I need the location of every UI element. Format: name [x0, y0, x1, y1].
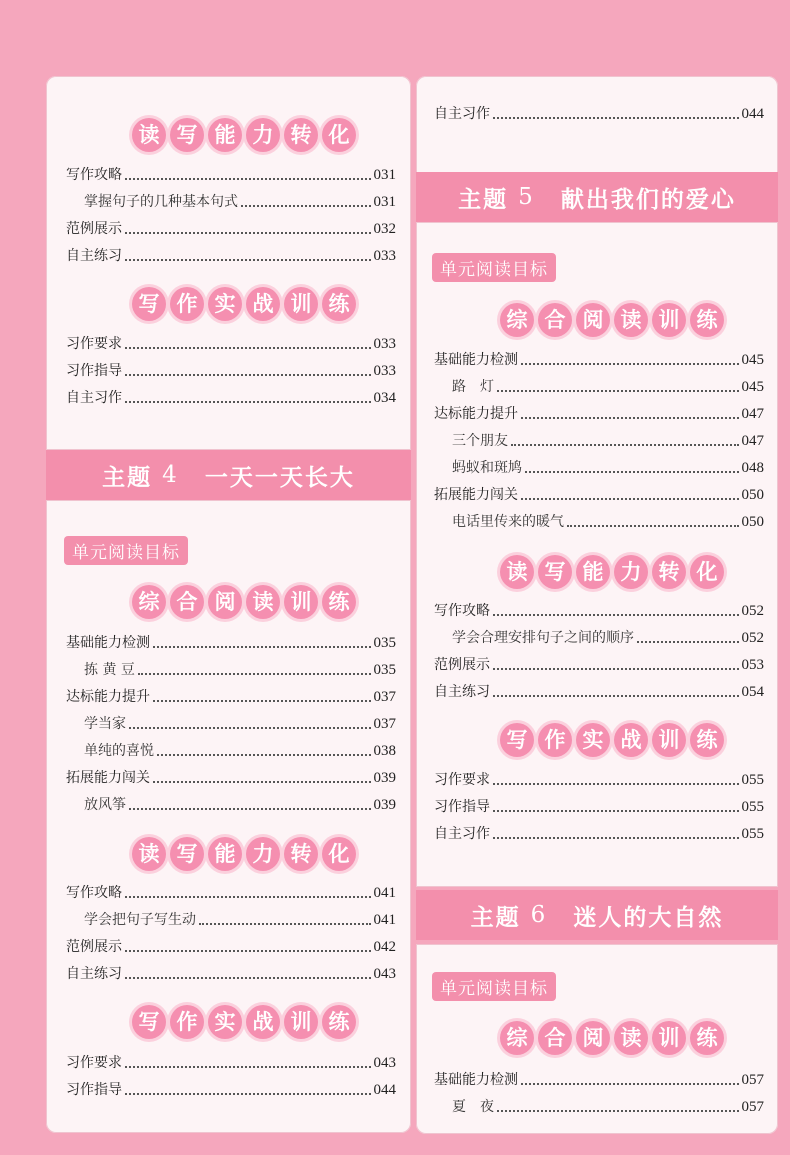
section-char: 实: [208, 1005, 242, 1039]
entry-title: 写作攻略: [66, 885, 122, 901]
section-char: 练: [690, 723, 724, 757]
page-number: 031: [373, 167, 396, 183]
section-char: 练: [690, 1021, 724, 1055]
toc-entry[interactable]: [434, 1069, 764, 1091]
theme-number: 6: [530, 902, 548, 928]
page-number: 044: [373, 1082, 396, 1098]
page-number: 035: [373, 662, 396, 678]
section-char: 作: [538, 723, 572, 757]
page-number: 033: [373, 336, 396, 352]
page-number: 041: [373, 885, 396, 901]
entry-title: 习作指导: [66, 1082, 122, 1098]
page-number: 052: [741, 603, 764, 619]
leader-dots: [521, 417, 739, 419]
toc-entry[interactable]: [434, 600, 764, 622]
entry-title: 单纯的喜悦: [84, 743, 154, 759]
section-char: 实: [208, 287, 242, 321]
page-number: 045: [741, 352, 764, 368]
toc-entry[interactable]: [84, 794, 396, 816]
page-number: 041: [373, 912, 396, 928]
section-char: 战: [246, 287, 280, 321]
leader-dots: [129, 808, 371, 810]
section-char: 力: [614, 555, 648, 589]
section-char: 综: [132, 585, 166, 619]
toc-entry[interactable]: [452, 430, 764, 452]
entry-title: 习作指导: [66, 363, 122, 379]
section-char: 训: [652, 723, 686, 757]
page-number: 052: [741, 630, 764, 646]
page-number: 057: [741, 1072, 764, 1088]
toc-entry[interactable]: [66, 1079, 396, 1101]
entry-title: 蚂蚁和斑鸠: [452, 460, 522, 476]
toc-entry[interactable]: [434, 796, 764, 818]
page-number: 037: [373, 689, 396, 705]
leader-dots: [493, 614, 739, 616]
theme-label: 主题: [458, 186, 509, 213]
theme-4-banner: [46, 450, 411, 500]
section-char: 读: [614, 1021, 648, 1055]
leader-dots: [125, 374, 371, 376]
section-char: 写: [500, 723, 534, 757]
entry-title: 路 灯: [452, 379, 494, 395]
toc-entry[interactable]: [434, 103, 764, 125]
entry-title: 范例展示: [434, 657, 490, 673]
page-number: 039: [373, 797, 396, 813]
page-number: 047: [741, 406, 764, 422]
section-char: 读: [132, 118, 166, 152]
leader-dots: [125, 178, 371, 180]
leader-dots: [493, 668, 739, 670]
section-char: 合: [538, 1021, 572, 1055]
section-char: 合: [170, 585, 204, 619]
toc-entry[interactable]: [452, 627, 764, 649]
leader-dots: [521, 1083, 739, 1085]
section-char: 合: [538, 303, 572, 337]
section-char: 阅: [576, 1021, 610, 1055]
entry-title: 范例展示: [66, 939, 122, 955]
section-char: 阅: [208, 585, 242, 619]
entry-title: 写作攻略: [434, 603, 490, 619]
toc-entry[interactable]: [66, 632, 396, 654]
section-char: 化: [322, 118, 356, 152]
entry-title: 习作要求: [434, 772, 490, 788]
toc-entry[interactable]: [452, 457, 764, 479]
entry-title: 范例展示: [66, 221, 122, 237]
leader-dots: [511, 444, 739, 446]
section-char: 化: [690, 555, 724, 589]
page-number: 050: [741, 514, 764, 530]
section-char: 练: [690, 303, 724, 337]
section-heading-reading-training: [132, 584, 356, 620]
section-heading-writing-practice: [132, 286, 356, 322]
theme-label: 主题: [102, 464, 153, 491]
entry-title: 基础能力检测: [66, 635, 150, 651]
page-number: 038: [373, 743, 396, 759]
page-number: 048: [741, 460, 764, 476]
section-char: 训: [284, 287, 318, 321]
toc-entry[interactable]: [66, 963, 396, 985]
toc-entry[interactable]: [452, 511, 764, 533]
toc-entry[interactable]: [434, 403, 764, 425]
section-char: 读: [246, 585, 280, 619]
section-char: 综: [500, 303, 534, 337]
toc-entry[interactable]: [434, 654, 764, 676]
leader-dots: [525, 471, 739, 473]
page-number: 055: [741, 772, 764, 788]
toc-entry[interactable]: [434, 349, 764, 371]
section-char: 读: [500, 555, 534, 589]
page-number: 043: [373, 1055, 396, 1071]
entry-title: 学会合理安排句子之间的顺序: [452, 630, 634, 646]
entry-title: 放风筝: [84, 797, 126, 813]
section-char: 转: [652, 555, 686, 589]
leader-dots: [521, 363, 739, 365]
page-number: 050: [741, 487, 764, 503]
section-heading-reading-writing: [132, 117, 356, 153]
page-number: 031: [373, 194, 396, 210]
toc-entry[interactable]: [66, 936, 396, 958]
page-number: 042: [373, 939, 396, 955]
leader-dots: [153, 700, 371, 702]
leader-dots: [129, 727, 371, 729]
entry-title: 基础能力检测: [434, 1072, 518, 1088]
toc-entry[interactable]: [452, 376, 764, 398]
toc-entry[interactable]: [434, 769, 764, 791]
toc-entry[interactable]: [84, 659, 396, 681]
section-char: 写: [170, 837, 204, 871]
toc-entry[interactable]: [434, 823, 764, 845]
theme-5-banner: [416, 172, 778, 222]
leader-dots: [153, 646, 371, 648]
leader-dots: [199, 923, 371, 925]
section-char: 转: [284, 118, 318, 152]
unit-goal-tag: 单元阅读目标: [432, 972, 556, 1001]
toc-entry[interactable]: [66, 387, 396, 409]
unit-goal-tag: 单元阅读目标: [432, 253, 556, 282]
leader-dots: [125, 232, 371, 234]
leader-dots: [493, 117, 739, 119]
section-char: 能: [576, 555, 610, 589]
page-number: 043: [373, 966, 396, 982]
section-char: 综: [500, 1021, 534, 1055]
page-number: 047: [741, 433, 764, 449]
toc-entry[interactable]: [66, 218, 396, 240]
toc-entry[interactable]: [66, 164, 396, 186]
leader-dots: [125, 1066, 371, 1068]
entry-title: 自主练习: [66, 966, 122, 982]
section-char: 战: [246, 1005, 280, 1039]
toc-entry[interactable]: [66, 333, 396, 355]
entry-title: 夏 夜: [452, 1099, 494, 1115]
page-number: 032: [373, 221, 396, 237]
leader-dots: [497, 390, 739, 392]
leader-dots: [493, 783, 739, 785]
entry-title: 电话里传来的暖气: [452, 514, 564, 530]
leader-dots: [497, 1110, 739, 1112]
section-char: 转: [284, 837, 318, 871]
leader-dots: [125, 401, 371, 403]
toc-entry[interactable]: [66, 360, 396, 382]
section-char: 阅: [576, 303, 610, 337]
section-heading-reading-training: [500, 302, 724, 338]
toc-entry[interactable]: [66, 1052, 396, 1074]
entry-title: 拓展能力闯关: [66, 770, 150, 786]
entry-title: 自主练习: [434, 684, 490, 700]
section-char: 练: [322, 287, 356, 321]
page-number: 057: [741, 1099, 764, 1115]
entry-title: 学当家: [84, 716, 126, 732]
toc-entry[interactable]: [434, 484, 764, 506]
toc-entry[interactable]: [434, 681, 764, 703]
theme-number: 4: [162, 462, 179, 488]
section-heading-reading-training: [500, 1020, 724, 1056]
section-char: 练: [322, 585, 356, 619]
leader-dots: [241, 205, 371, 207]
section-char: 练: [322, 1005, 356, 1039]
page-number: 039: [373, 770, 396, 786]
page-number: 055: [741, 826, 764, 842]
section-char: 实: [576, 723, 610, 757]
toc-entry[interactable]: [452, 1096, 764, 1118]
toc-entry[interactable]: [66, 245, 396, 267]
leader-dots: [157, 754, 371, 756]
theme-title: 一天一天长大: [204, 464, 355, 491]
entry-title: 达标能力提升: [66, 689, 150, 705]
leader-dots: [637, 641, 739, 643]
section-char: 训: [652, 303, 686, 337]
section-char: 训: [284, 585, 318, 619]
page-number: 044: [741, 106, 764, 122]
entry-title: 自主习作: [434, 106, 490, 122]
section-char: 战: [614, 723, 648, 757]
section-char: 写: [132, 287, 166, 321]
section-heading-writing-practice: [132, 1004, 356, 1040]
entry-title: 学会把句子写生动: [84, 912, 196, 928]
toc-entry[interactable]: [66, 686, 396, 708]
entry-title: 自主练习: [66, 248, 122, 264]
leader-dots: [125, 896, 371, 898]
section-heading-reading-writing: [132, 836, 356, 872]
unit-goal-tag: 单元阅读目标: [64, 536, 188, 565]
entry-title: 自主习作: [66, 390, 122, 406]
theme-label: 主题: [470, 904, 521, 931]
theme-number: 5: [518, 184, 535, 210]
entry-title: 三个朋友: [452, 433, 508, 449]
leader-dots: [125, 977, 371, 979]
page-number: 054: [741, 684, 764, 700]
toc-entry[interactable]: [84, 909, 396, 931]
theme-6-banner: [416, 890, 778, 940]
right-column-top: [416, 76, 778, 182]
toc-entry[interactable]: [66, 767, 396, 789]
toc-entry[interactable]: [66, 882, 396, 904]
entry-title: 习作要求: [66, 1055, 122, 1071]
section-char: 作: [170, 1005, 204, 1039]
theme-title: 献出我们的爱心: [560, 186, 736, 213]
toc-entry[interactable]: [84, 740, 396, 762]
entry-title: 写作攻略: [66, 167, 122, 183]
leader-dots: [125, 1093, 371, 1095]
section-char: 训: [284, 1005, 318, 1039]
page-number: 053: [741, 657, 764, 673]
page-number: 055: [741, 799, 764, 815]
leader-dots: [125, 259, 371, 261]
section-char: 写: [132, 1005, 166, 1039]
section-char: 读: [614, 303, 648, 337]
entry-title: 掌握句子的几种基本句式: [84, 194, 238, 210]
leader-dots: [125, 347, 371, 349]
leader-dots: [493, 695, 739, 697]
section-char: 能: [208, 837, 242, 871]
entry-title: 拓展能力闯关: [434, 487, 518, 503]
leader-dots: [125, 950, 371, 952]
entry-title: 拣 黄 豆: [84, 662, 135, 678]
leader-dots: [493, 810, 739, 812]
theme-title: 迷人的大自然: [573, 904, 724, 931]
section-char: 读: [132, 837, 166, 871]
toc-entry[interactable]: [84, 191, 396, 213]
section-char: 力: [246, 837, 280, 871]
entry-title: 达标能力提升: [434, 406, 518, 422]
section-char: 写: [170, 118, 204, 152]
page-number: 037: [373, 716, 396, 732]
page-number: 033: [373, 363, 396, 379]
leader-dots: [521, 498, 739, 500]
leader-dots: [138, 673, 371, 675]
toc-entry[interactable]: [84, 713, 396, 735]
page-number: 045: [741, 379, 764, 395]
entry-title: 习作要求: [66, 336, 122, 352]
leader-dots: [493, 837, 739, 839]
section-char: 训: [652, 1021, 686, 1055]
page-number: 033: [373, 248, 396, 264]
entry-title: 基础能力检测: [434, 352, 518, 368]
section-char: 力: [246, 118, 280, 152]
section-char: 化: [322, 837, 356, 871]
section-char: 作: [170, 287, 204, 321]
section-heading-writing-practice: [500, 722, 724, 758]
leader-dots: [153, 781, 371, 783]
section-char: 写: [538, 555, 572, 589]
entry-title: 习作指导: [434, 799, 490, 815]
entry-title: 自主习作: [434, 826, 490, 842]
section-char: 能: [208, 118, 242, 152]
page-number: 035: [373, 635, 396, 651]
section-heading-reading-writing: [500, 554, 724, 590]
leader-dots: [567, 525, 739, 527]
page-number: 034: [373, 390, 396, 406]
